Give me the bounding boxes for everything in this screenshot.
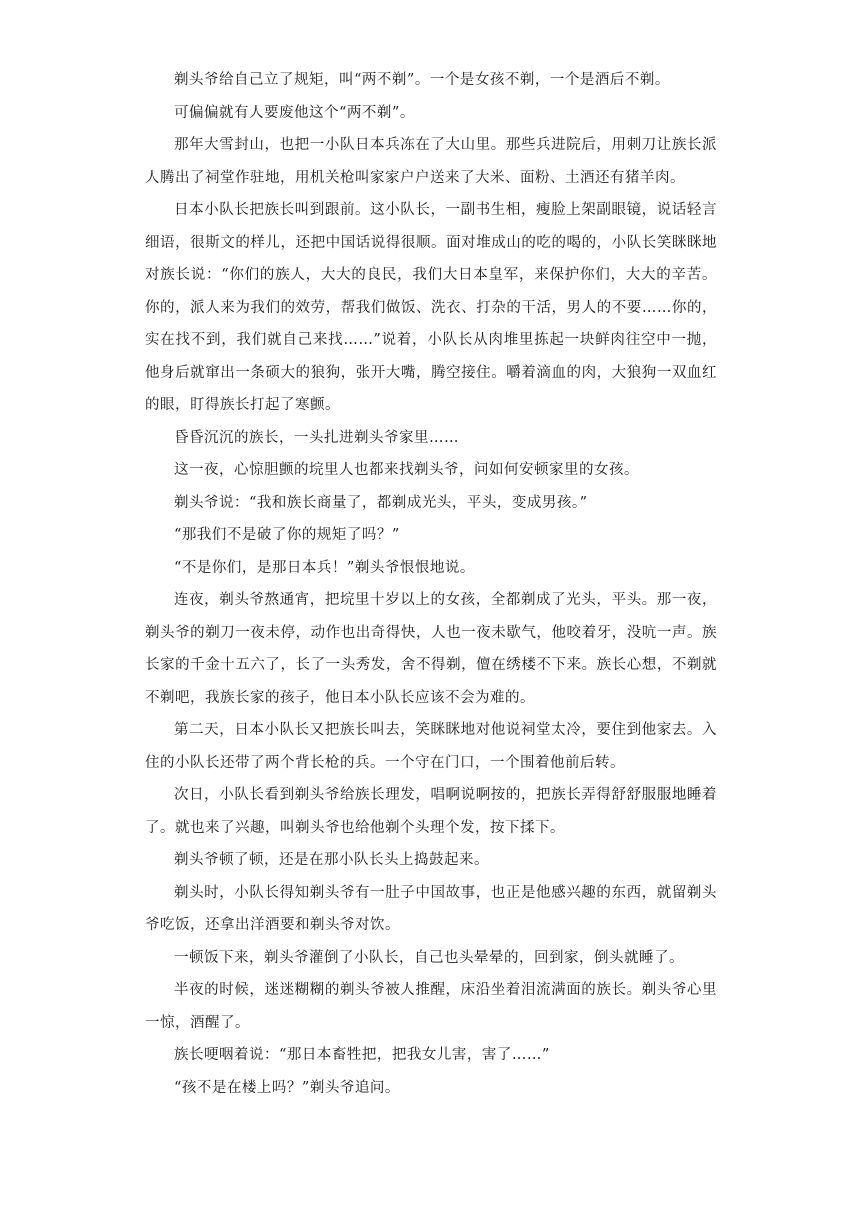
- paragraph-11: 第二天，日本小队长又把族长叫去，笑眯眯地对他说祠堂太冷，要住到他家去。入住的小队长还带了两个背长枪的兵。一个守在门口，一个围着他前后转。: [145, 722, 717, 771]
- paragraph-2: 可偏偏就有人要废他这个“两不剃”。: [174, 104, 415, 121]
- paragraph-15: 一顿饭下来，剃头爷灌倒了小队长，自己也头晕晕的，回到家，倒头就睡了。: [174, 949, 684, 966]
- paragraph-4: 日本小队长把族长叫到跟前。这小队长，一副书生相，瘦脸上架副眼镜，说话轻言细语，很斯文的样儿，还把中国话说得很顺。面对堆成山的吃的喝的，小队长笑眯眯地对族长说：“你们的族人，大大的良民，我们大日本皇军，来保护你们，大大的辛苦。你的，派人来为我们的效劳，帮我们做饭、洗衣、打杂的干活，男人的不要……你的，实在找不到，我们就自己来找……”说着，小队长从肉堆里拣起一块鲜肉往空中一抛，他身后就窜出一条硕大的狼狗，张开大嘴，腾空接住。嚼着滴血的肉，大狼狗一双血红的眼，盯得族长打起了寒颤。: [145, 202, 717, 413]
- paragraph-17: 族长哽咽着说：“那日本畜牲把，把我女儿害，害了……”: [174, 1047, 550, 1063]
- paragraph-12: 次日，小队长看到剃头爷给族长理发，唱啊说啊按的，把族长弄得舒舒服服地睡着了。就也来了兴趣，叫剃头爷也给他剃个头理个发，按下揉下。: [145, 787, 717, 836]
- paragraph-18: “孩不是在楼上吗？”剃头爷追问。: [174, 1079, 400, 1096]
- document-body: [145, 64, 717, 1104]
- paragraph-10: 连夜，剃头爷熬通宵，把垸里十岁以上的女孩，全都剃成了光头，平头。那一夜，剃头爷的剃刀一夜未停，动作也出奇得快，人也一夜未歇气，他咬着牙，没吭一声。族长家的千金十五六了，长了一头秀发，舍不得剃，儃在绣楼不下来。族长心想，不剃就不剃吧，我族长家的孩子，他日本小队长应该不会为难的。: [145, 592, 717, 706]
- paragraph-5: 昏昏沉沉的族长，一头扎进剃头爷家里……: [174, 429, 459, 446]
- paragraph-3: 那年大雪封山，也把一小队日本兵冻在了大山里。那些兵进院后，用刺刀让族长派人腾出了祠堂作驻地，用机关枪叫家家户户送来了大米、面粉、土酒还有猪羊肉。: [145, 137, 717, 186]
- paragraph-1: 剃头爷给自己立了规矩，叫“两不剃”。一个是女孩不剃，一个是酒后不剃。: [174, 72, 670, 88]
- paragraph-6: 这一夜，心惊胆颤的垸里人也都来找剃头爷，问如何安顿家里的女孩。: [174, 462, 639, 478]
- paragraph-7: 剃头爷说：“我和族长商量了，都剃成光头，平头，变成男孩。”: [174, 494, 588, 511]
- paragraph-8: “那我们不是破了你的规矩了吗？”: [174, 527, 400, 543]
- paragraph-14: 剃头时，小队长得知剃头爷有一肚子中国故事，也正是他感兴趣的东西，就留剃头爷吃饭，还拿出洋酒要和剃头爷对饮。: [145, 884, 717, 933]
- paragraph-16: 半夜的时候，迷迷糊糊的剃头爷被人推醒，床沿坐着泪流满面的族长。剃头爷心里一惊，酒醒了。: [145, 982, 717, 1031]
- paragraph-9: “不是你们，是那日本兵！”剃头爷恨恨地说。: [174, 559, 475, 576]
- paragraph-13: 剃头爷顿了顿，还是在那小队长头上捣鼓起来。: [174, 852, 489, 868]
